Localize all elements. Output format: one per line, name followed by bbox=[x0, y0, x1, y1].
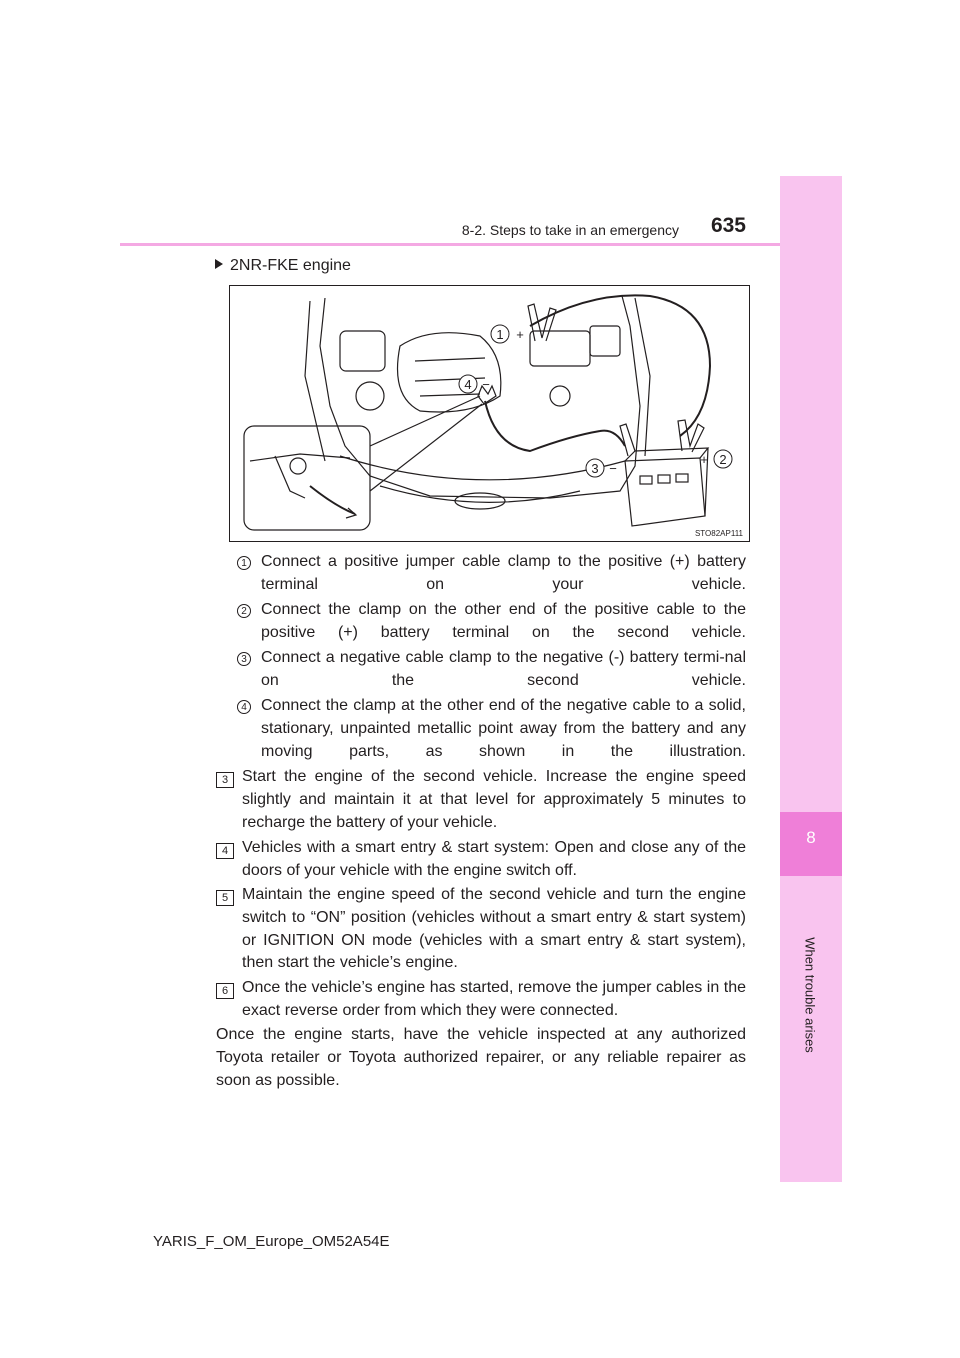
clamp-1 bbox=[528, 304, 556, 341]
engine-subheading-text: 2NR-FKE engine bbox=[230, 257, 351, 274]
chapter-title: When trouble arises bbox=[802, 937, 818, 1053]
chapter-title-vertical bbox=[795, 937, 825, 1053]
triangle-bullet-icon bbox=[215, 259, 223, 269]
negative-jumper-cable bbox=[485, 401, 625, 451]
header-rule bbox=[120, 243, 780, 246]
substep-marker-3: 3 bbox=[237, 652, 251, 666]
section-title: 8-2. Steps to take in an emergency bbox=[461, 222, 679, 238]
step-5: Maintain the engine speed of the second vehicle and turn the engine switch to “ON” position (vehicles without a smart entry & start system) or IGNITION ON mode (vehicles with a smart entry & start system), then start the vehicle’s engine. bbox=[242, 886, 746, 972]
step-marker-3: 3 bbox=[216, 772, 234, 788]
svg-text:+: + bbox=[516, 327, 524, 342]
fuse-box bbox=[590, 326, 620, 356]
substep-marker-1: 1 bbox=[237, 556, 251, 570]
closing-paragraph: Once the engine starts, have the vehicle inspected at any authorized Toyota retailer or Toyota authorized repairer, or any reliable repairer as soon as possible. bbox=[216, 1026, 746, 1089]
second-vehicle-battery bbox=[625, 458, 705, 526]
step-4: Vehicles with a smart entry & start system: Open and close any of the doors of your vehicle with the engine switch off. bbox=[242, 839, 746, 879]
svg-text:+: + bbox=[700, 452, 708, 467]
substep-marker-4: 4 bbox=[237, 700, 251, 714]
engine-bay-drawing bbox=[230, 286, 750, 542]
engine-subheading bbox=[215, 257, 351, 275]
jump-start-illustration bbox=[229, 285, 750, 542]
svg-text:3: 3 bbox=[591, 461, 599, 476]
substep-4: Connect the clamp at the other end of the negative cable to a solid, stationary, unpainted metallic point away from the battery and any moving parts, as shown in the illustration. bbox=[261, 697, 746, 760]
engine-cover bbox=[398, 333, 501, 412]
page-number: 635 bbox=[710, 214, 746, 237]
substep-2: Connect the clamp on the other end of the positive cable to the positive (+) battery terminal on the second vehicle. bbox=[261, 601, 746, 641]
substep-3: Connect a negative cable clamp to the negative (-) battery termi-nal on the second vehicle. bbox=[261, 649, 746, 689]
chapter-number: 8 bbox=[806, 828, 816, 847]
svg-text:−: − bbox=[609, 461, 617, 476]
vehicle-battery bbox=[530, 331, 590, 366]
step-3: Start the engine of the second vehicle. Increase the engine speed slightly and maintain it at that level for approximately 5 minutes to recharge the battery of your vehicle. bbox=[242, 768, 746, 831]
step-marker-4: 4 bbox=[216, 843, 234, 859]
figure-code: STO82AP111 bbox=[694, 529, 743, 538]
svg-text:2: 2 bbox=[719, 452, 727, 467]
svg-text:−: − bbox=[482, 377, 490, 392]
svg-text:1: 1 bbox=[496, 327, 504, 342]
svg-text:4: 4 bbox=[464, 377, 472, 392]
detail-inset bbox=[244, 426, 370, 530]
air-box bbox=[340, 331, 385, 371]
step-marker-5: 5 bbox=[216, 890, 234, 906]
reservoir-cap bbox=[356, 382, 384, 410]
document-footer-id: YARIS_F_OM_Europe_OM52A54E bbox=[153, 1233, 390, 1250]
substep-marker-2: 2 bbox=[237, 604, 251, 618]
step-marker-6: 6 bbox=[216, 983, 234, 999]
step-6: Once the vehicle’s engine has started, remove the jumper cables in the exact reverse order from which they were connected. bbox=[242, 979, 746, 1019]
substep-1: Connect a positive jumper cable clamp to the positive (+) battery terminal on your vehicle. bbox=[261, 553, 746, 593]
